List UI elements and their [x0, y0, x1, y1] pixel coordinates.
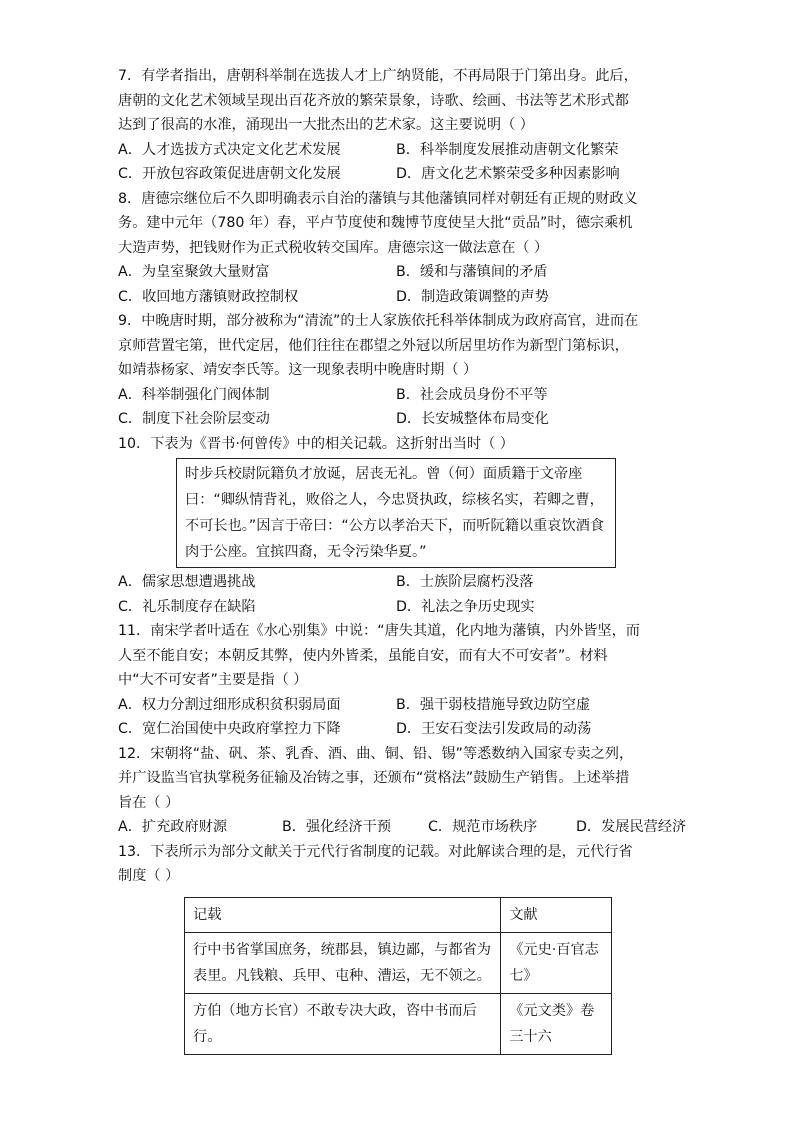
- options-grid: [118, 383, 640, 432]
- option-c[interactable]: C．制度下社会阶层变动: [118, 411, 270, 427]
- question-stem: 7．有学者指出，唐朝科举制在选拔人才上广纳贤能，不再局限于门第出身。此后，唐朝的文化艺术领域呈现出百花齐放的繁荣景象，诗歌、绘画、书法等艺术形式都达到了很高的水准，涌现出一大批杰出的艺术家。这主要说明（ ）: [118, 68, 638, 133]
- option-c[interactable]: C．开放包容政策促进唐朝文化发展: [118, 166, 341, 182]
- question-stem: 13．下表所示为部分文献关于元代行省制度的记载。对此解读合理的是，元代行省制度（ ）: [118, 843, 633, 884]
- table-row: [185, 993, 612, 1054]
- options-grid: [118, 138, 640, 187]
- table-row: [185, 932, 612, 993]
- question-7: [118, 64, 640, 187]
- option-c[interactable]: C．礼乐制度存在缺陷: [118, 598, 256, 615]
- option-b[interactable]: B．强化经济干预: [282, 819, 392, 835]
- column-header: 记载: [185, 897, 501, 932]
- records-table: [184, 897, 612, 1055]
- option-d[interactable]: D．发展民营经济: [576, 819, 687, 835]
- option-d[interactable]: D．王安石变法引发政局的动荡: [396, 721, 592, 737]
- option-a[interactable]: A．科举制强化门阀体制: [118, 386, 270, 403]
- option-b[interactable]: B．强干弱枝措施导致边防空虚: [396, 696, 591, 713]
- option-b[interactable]: B．科举制度发展推动唐朝文化繁荣: [396, 141, 619, 158]
- question-8: [118, 187, 640, 310]
- option-a[interactable]: A．为皇室聚敛大量财富: [118, 264, 270, 280]
- record-cell: 行中书省掌国庶务，统郡县，镇边鄙，与都省为表里。凡钱粮、兵甲、屯种、漕运，无不领之。: [185, 932, 501, 993]
- option-a[interactable]: A．权力分割过细形成积贫积弱局面: [118, 696, 341, 713]
- question-stem: 8．唐德宗继位后不久即明确表示自治的藩镇与其他藩镇同样对朝廷有正规的财政义务。建中元年（780 年）春，平卢节度使和魏博节度使呈大批“贡品”时，德宗乘机大造声势，把钱财作为正式税收转交国库。唐德宗这一做法意在（ ）: [118, 190, 638, 256]
- question-12: [118, 742, 687, 840]
- question-stem: 9．中晚唐时期，部分被称为“清流”的士人家族依托科举体制成为政府高官，进而在京师营置宅第，世代定居，他们往往在郡望之外冠以所居里坊作为新型门第标识，如靖恭杨家、靖安李氏等。这一现象表明中晚唐时期（ ）: [118, 313, 639, 378]
- option-d[interactable]: D．制造政策调整的声势: [396, 288, 549, 305]
- option-d[interactable]: D．长安城整体布局变化: [396, 411, 549, 427]
- column-header: 文献: [501, 897, 612, 932]
- question-13: [118, 840, 640, 1055]
- question-9: [118, 309, 640, 432]
- question-11: [118, 619, 640, 742]
- options-row: [118, 815, 687, 840]
- question-10: [118, 432, 640, 620]
- options-grid: [118, 260, 640, 309]
- options-grid: [118, 693, 640, 742]
- option-a[interactable]: A．人才选拔方式决定文化艺术发展: [118, 141, 341, 158]
- source-cell: 《元文类》卷三十六: [501, 993, 612, 1054]
- question-stem: 10．下表为《晋书·何曾传》中的相关记载。这折射出当时（ ）: [118, 435, 514, 452]
- option-b[interactable]: B．社会成员身份不平等: [396, 386, 548, 403]
- option-b[interactable]: B．缓和与藩镇间的矛盾: [396, 264, 548, 280]
- quote-box: 时步兵校尉阮籍负才放诞，居丧无礼。曾（何）面质籍于文帝座曰：“卿纵情背礼，败俗之人，今忠贤执政，综核名实，若卿之曹，不可长也。”因言于帝曰：“公方以孝治天下，而听阮籍以重哀饮酒食肉于公座。宜摈四裔，无令污染华夏。”: [176, 458, 616, 568]
- table-header-row: [185, 897, 612, 932]
- question-stem: 12．宋朝将“盐、矾、茶、乳香、酒、曲、铜、铅、锡”等悉数纳入国家专卖之列，并广设监当官执掌税务征输及冶铸之事，还颁布“赏格法”鼓励生产销售。上述举措旨在（ ）: [118, 745, 634, 811]
- option-b[interactable]: B．士族阶层腐朽没落: [396, 574, 534, 590]
- option-d[interactable]: D．礼法之争历史现实: [396, 598, 535, 615]
- question-list: [118, 64, 687, 1055]
- record-cell: 方伯（地方长官）不敢专决大政，咨中书而后行。: [185, 993, 501, 1054]
- source-cell: 《元史·百官志七》: [501, 932, 612, 993]
- option-d[interactable]: D．唐文化艺术繁荣受多种因素影响: [396, 166, 620, 182]
- option-c[interactable]: C．规范市场秩序: [428, 819, 538, 835]
- options-grid: [118, 570, 640, 619]
- option-c[interactable]: C．宽仁治国使中央政府掌控力下降: [118, 721, 341, 737]
- option-a[interactable]: A．扩充政府财源: [118, 819, 228, 835]
- option-a[interactable]: A．儒家思想遭遇挑战: [118, 574, 256, 590]
- question-stem: 11．南宋学者叶适在《水心别集》中说：“唐失其道，化内地为藩镇，内外皆坚，而人至不能自安；本朝反其弊，使内外皆柔，虽能自安，而有大不可安者”。材料中“大不可安者”主要是指（ ）: [118, 623, 640, 688]
- option-c[interactable]: C．收回地方藩镇财政控制权: [118, 288, 299, 305]
